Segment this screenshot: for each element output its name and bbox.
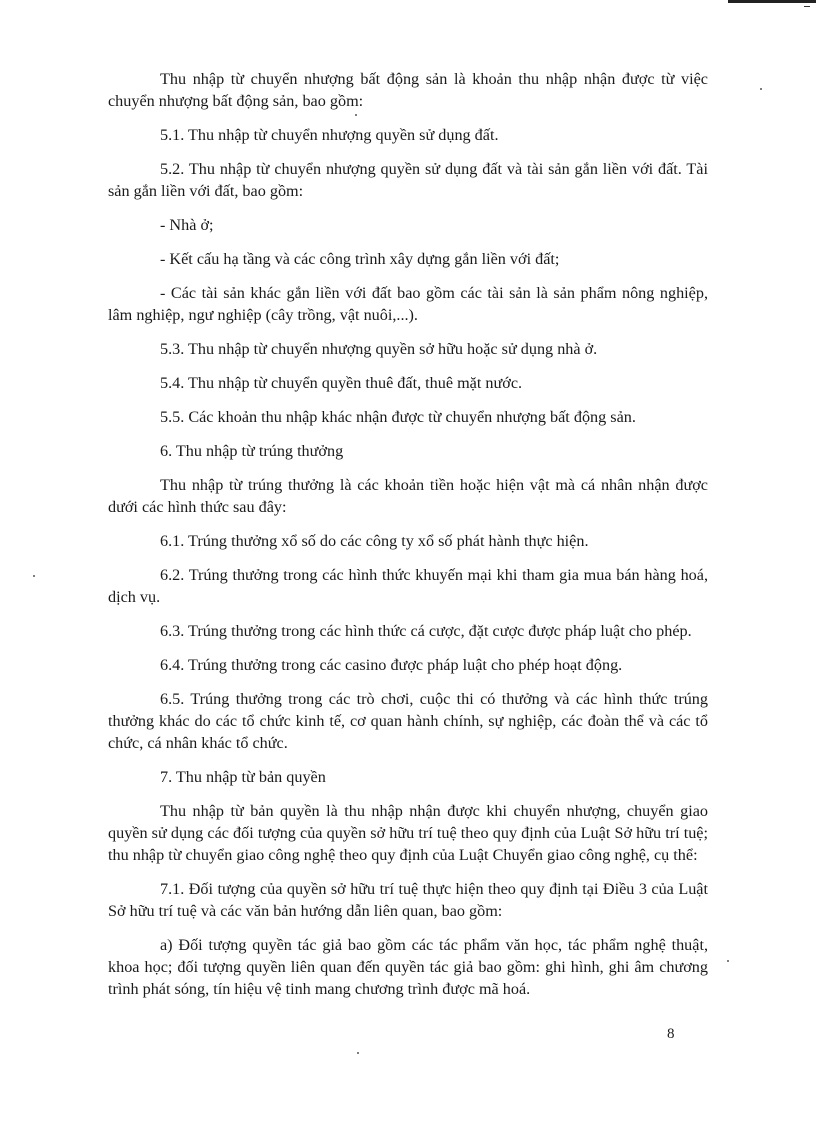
paragraph: 6.1. Trúng thưởng xổ số do các công ty xổ số phát hành thực hiện. [160, 532, 589, 550]
paragraph: 6.4. Trúng thưởng trong các casino được pháp luật cho phép hoạt động. [160, 656, 623, 674]
paragraph: 7.1. Đối tượng của quyền sở hữu trí tuệ thực hiện theo quy định tại Điều 3 của Luật Sở hữu trí tuệ và các văn bản hướng dẫn liên quan, bao gồm: [108, 880, 708, 920]
scan-speck [727, 960, 729, 962]
paragraph: 6.3. Trúng thưởng trong các hình thức cá cược, đặt cược được pháp luật cho phép. [160, 622, 692, 640]
scan-speck [760, 88, 762, 90]
paragraph: 5.5. Các khoản thu nhập khác nhận được từ chuyển nhượng bất động sản. [160, 408, 636, 426]
section-heading: 6. Thu nhập từ trúng thưởng [160, 442, 344, 460]
paragraph: Thu nhập từ chuyển nhượng bất động sản là khoản thu nhập nhận được từ việc chuyển nhượng bất động sản, bao gồm: [108, 70, 708, 110]
paragraph: a) Đối tượng quyền tác giả bao gồm các tác phẩm văn học, tác phẩm nghệ thuật, khoa học; đối tượng quyền liên quan đến quyền tác giả bao gồm: ghi hình, ghi âm chương trình phát sóng, tín hiệu vệ tinh mang chương trình được mã hoá. [108, 936, 708, 998]
scan-edge-mark-thin [804, 6, 810, 7]
scan-edge-mark [728, 0, 816, 3]
document-body [108, 60, 708, 1000]
paragraph: 5.3. Thu nhập từ chuyển nhượng quyền sở hữu hoặc sử dụng nhà ở. [160, 340, 598, 358]
paragraph: 5.2. Thu nhập từ chuyển nhượng quyền sử dụng đất và tài sản gắn liền với đất. Tài sản gắn liền với đất, bao gồm: [108, 160, 708, 200]
paragraph: 5.1. Thu nhập từ chuyển nhượng quyền sử dụng đất. [160, 126, 499, 144]
list-item: - Nhà ở; [160, 216, 214, 234]
paragraph: Thu nhập từ trúng thưởng là các khoản tiền hoặc hiện vật mà cá nhân nhận được dưới các hình thức sau đây: [108, 476, 708, 516]
paragraph: 6.5. Trúng thưởng trong các trò chơi, cuộc thi có thưởng và các hình thức trúng thưởng khác do các tổ chức kinh tế, cơ quan hành chính, sự nghiệp, các đoàn thể và các tổ chức, cá nhân khác tổ chức. [108, 690, 708, 752]
section-heading: 7. Thu nhập từ bản quyền [160, 768, 326, 786]
list-item: - Các tài sản khác gắn liền với đất bao gồm các tài sản là sản phẩm nông nghiệp, lâm nghiệp, ngư nghiệp (cây trồng, vật nuôi,...). [108, 284, 708, 324]
scan-speck [357, 1052, 359, 1054]
paragraph: 5.4. Thu nhập từ chuyển quyền thuê đất, thuê mặt nước. [160, 374, 523, 392]
list-item: - Kết cấu hạ tầng và các công trình xây dựng gắn liền với đất; [160, 250, 560, 268]
paragraph: 6.2. Trúng thưởng trong các hình thức khuyến mại khi tham gia mua bán hàng hoá, dịch vụ. [108, 566, 708, 606]
page-number: 8 [667, 1026, 675, 1042]
scan-speck [33, 575, 35, 577]
paragraph: Thu nhập từ bản quyền là thu nhập nhận được khi chuyển nhượng, chuyển giao quyền sử dụng các đối tượng của quyền sở hữu trí tuệ theo quy định của Luật Sở hữu trí tuệ; thu nhập từ chuyển giao công nghệ theo quy định của Luật Chuyển giao công nghệ, cụ thể: [108, 802, 708, 864]
